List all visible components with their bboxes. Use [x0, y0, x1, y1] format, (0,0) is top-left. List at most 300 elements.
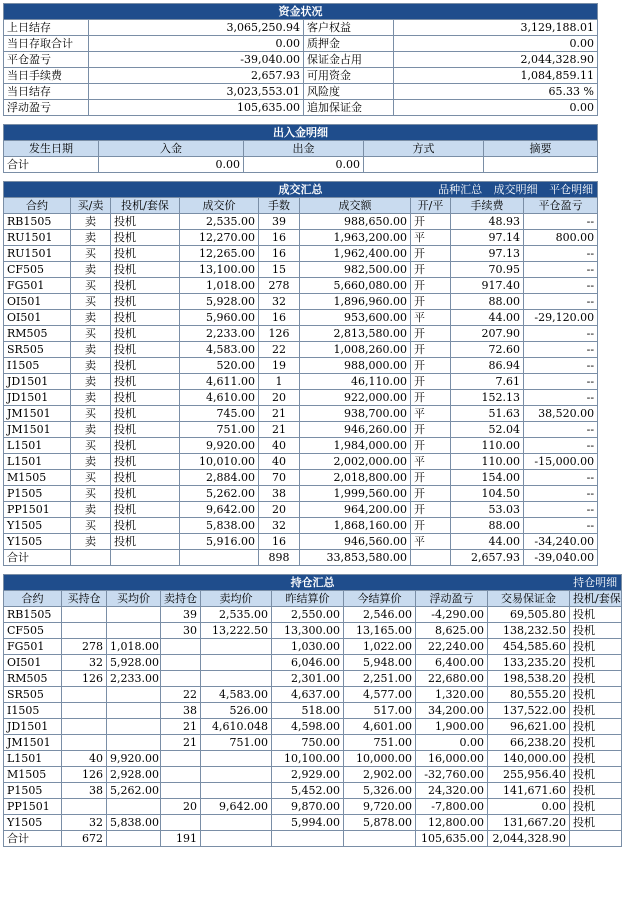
cell: 198,538.20: [488, 671, 570, 687]
cell: 投机: [111, 406, 180, 422]
table-row: [4, 783, 622, 799]
cell: 方式: [364, 141, 484, 157]
cell: 买: [71, 278, 111, 294]
cell: --: [524, 246, 598, 262]
cell: 126: [62, 671, 107, 687]
cell: 126: [259, 326, 300, 342]
cell: RB1505: [4, 214, 71, 230]
cell: 开: [411, 502, 451, 518]
cell: 0.00: [416, 735, 488, 751]
cell: 16: [259, 310, 300, 326]
cell: 买: [71, 246, 111, 262]
cell: 21: [259, 422, 300, 438]
cell: JD1501: [4, 719, 62, 735]
cell: 2,535.00: [180, 214, 259, 230]
cell: [201, 751, 272, 767]
cell: 52.04: [451, 422, 524, 438]
cell: 2,902.00: [344, 767, 416, 783]
cell: 开: [411, 470, 451, 486]
cell: 卖: [71, 262, 111, 278]
cell: 12,270.00: [180, 230, 259, 246]
cell: 97.14: [451, 230, 524, 246]
cell: [62, 719, 107, 735]
cell: --: [524, 326, 598, 342]
cell: 4,583.00: [201, 687, 272, 703]
cell: 开: [411, 518, 451, 534]
cell: 投机: [111, 390, 180, 406]
cell: --: [524, 502, 598, 518]
cell: 104.50: [451, 486, 524, 502]
cell: 4,598.00: [272, 719, 344, 735]
cell: 昨结算价: [272, 591, 344, 607]
cell: 投机/套保: [111, 198, 180, 214]
cell: 953,600.00: [300, 310, 411, 326]
link-product-summary[interactable]: 品种汇总: [438, 183, 483, 196]
cell: 4,637.00: [272, 687, 344, 703]
cell: 当日手续费: [4, 68, 89, 84]
cell: SR505: [4, 687, 62, 703]
cell: 平: [411, 230, 451, 246]
cell: 当日结存: [4, 84, 89, 100]
cell: [201, 639, 272, 655]
cell: 追加保证金: [304, 100, 394, 116]
cell: 1,320.00: [416, 687, 488, 703]
cell: 22: [259, 342, 300, 358]
cell: [161, 671, 201, 687]
cell: JD1501: [4, 374, 71, 390]
table-row: [4, 390, 598, 406]
cell: 38,520.00: [524, 406, 598, 422]
cell: 投机: [570, 751, 622, 767]
table-row: [4, 687, 622, 703]
cell: 投机: [111, 502, 180, 518]
cell: 买: [71, 470, 111, 486]
cell: 97.13: [451, 246, 524, 262]
cell: 5,262.00: [180, 486, 259, 502]
cell: 卖均价: [201, 591, 272, 607]
cell: 今结算价: [344, 591, 416, 607]
cell: 投机: [111, 470, 180, 486]
cell: 投机: [111, 310, 180, 326]
cell: 40: [259, 454, 300, 470]
cell: 0.00: [89, 36, 304, 52]
cell: 卖: [71, 374, 111, 390]
cell: 207.90: [451, 326, 524, 342]
cell: 278: [259, 278, 300, 294]
cell: 当日存取合计: [4, 36, 89, 52]
cell: 1,018.00: [180, 278, 259, 294]
cell: [62, 607, 107, 623]
trades-total-row: [4, 550, 598, 566]
cell: 2,018,800.00: [300, 470, 411, 486]
cell: 2,233.00: [180, 326, 259, 342]
table-row: [4, 470, 598, 486]
cell: 938,700.00: [300, 406, 411, 422]
cell: -4,290.00: [416, 607, 488, 623]
cell: 517.00: [344, 703, 416, 719]
cell: 9,642.00: [180, 502, 259, 518]
inout-title: 出入金明细: [273, 126, 329, 139]
cell: 10,000.00: [344, 751, 416, 767]
cell: 1,999,560.00: [300, 486, 411, 502]
cell: 751.00: [344, 735, 416, 751]
cell: OI501: [4, 655, 62, 671]
cell: 2,044,328.90: [488, 831, 570, 847]
table-row: [4, 406, 598, 422]
cell: 买: [71, 438, 111, 454]
cell: 70.95: [451, 262, 524, 278]
cell: FG501: [4, 278, 71, 294]
cell: 1,963,200.00: [300, 230, 411, 246]
cell: 卖: [71, 310, 111, 326]
cell: 投机: [111, 342, 180, 358]
cell: 投机: [570, 607, 622, 623]
cell: 买: [71, 326, 111, 342]
cell: RB1505: [4, 607, 62, 623]
table-row: [4, 767, 622, 783]
cell: 988,650.00: [300, 214, 411, 230]
funds-row: [4, 52, 598, 68]
cell: PP1501: [4, 502, 71, 518]
cell: 44.00: [451, 310, 524, 326]
cell: I1505: [4, 703, 62, 719]
cell: RU1501: [4, 246, 71, 262]
cell: 32: [62, 815, 107, 831]
table-row: [4, 342, 598, 358]
cell: 投机/套保: [570, 591, 622, 607]
cell: 5,838.00: [107, 815, 161, 831]
cell: 投机: [570, 687, 622, 703]
cell: 投机: [111, 214, 180, 230]
cell: 7.61: [451, 374, 524, 390]
table-row: [4, 358, 598, 374]
cell: -7,800.00: [416, 799, 488, 815]
cell: 投机: [570, 703, 622, 719]
cell: 44.00: [451, 534, 524, 550]
cell: [111, 550, 180, 566]
cell: 138,232.50: [488, 623, 570, 639]
cell: 客户权益: [304, 20, 394, 36]
table-row: [4, 655, 622, 671]
cell: CF505: [4, 262, 71, 278]
cell: 946,560.00: [300, 534, 411, 550]
cell: 开: [411, 390, 451, 406]
cell: 9,920.00: [180, 438, 259, 454]
cell: 2,044,328.90: [394, 52, 598, 68]
cell: 5,928.00: [107, 655, 161, 671]
cell: 278: [62, 639, 107, 655]
cell: [201, 671, 272, 687]
cell: 5,262.00: [107, 783, 161, 799]
cell: PP1501: [4, 799, 62, 815]
cell: 手续费: [451, 198, 524, 214]
cell: 投机: [111, 374, 180, 390]
cell: [161, 815, 201, 831]
trades-header-row: [4, 198, 598, 214]
cell: 开: [411, 326, 451, 342]
cell: Y1505: [4, 815, 62, 831]
cell: 投机: [111, 262, 180, 278]
cell: 5,326.00: [344, 783, 416, 799]
cell: 平: [411, 406, 451, 422]
cell: 买均价: [107, 591, 161, 607]
cell: JM1501: [4, 735, 62, 751]
cell: 0.00: [488, 799, 570, 815]
cell: --: [524, 390, 598, 406]
table-row: [4, 278, 598, 294]
cell: 成交价: [180, 198, 259, 214]
cell: 750.00: [272, 735, 344, 751]
cell: --: [524, 438, 598, 454]
table-row: [4, 294, 598, 310]
cell: 投机: [111, 230, 180, 246]
cell: [161, 767, 201, 783]
cell: 0.00: [394, 36, 598, 52]
link-trade-detail[interactable]: 成交明细: [493, 183, 538, 196]
table-row: [4, 326, 598, 342]
cell: 33,853,580.00: [300, 550, 411, 566]
table-row: [4, 607, 622, 623]
cell: 2,002,000.00: [300, 454, 411, 470]
cell: --: [524, 374, 598, 390]
cell: 30: [161, 623, 201, 639]
funds-row: [4, 20, 598, 36]
cell: 发生日期: [4, 141, 99, 157]
positions-total-row: [4, 831, 622, 847]
cell: 24,320.00: [416, 783, 488, 799]
cell: 1: [259, 374, 300, 390]
cell: 卖: [71, 390, 111, 406]
cell: 投机: [570, 767, 622, 783]
cell: 21: [161, 735, 201, 751]
cell: 131,667.20: [488, 815, 570, 831]
cell: 6,400.00: [416, 655, 488, 671]
cell: 投机: [570, 623, 622, 639]
cell: 2,546.00: [344, 607, 416, 623]
cell: 141,671.60: [488, 783, 570, 799]
table-row: [4, 486, 598, 502]
cell: 800.00: [524, 230, 598, 246]
cell: -29,120.00: [524, 310, 598, 326]
cell: 开: [411, 486, 451, 502]
cell: 卖: [71, 358, 111, 374]
table-row: [4, 246, 598, 262]
cell: 合计: [4, 831, 62, 847]
funds-row: [4, 100, 598, 116]
cell: 开: [411, 374, 451, 390]
cell: 922,000.00: [300, 390, 411, 406]
cell: 卖: [71, 230, 111, 246]
funds-row: [4, 36, 598, 52]
cell: [107, 607, 161, 623]
cell: 卖: [71, 422, 111, 438]
cell: 摘要: [484, 141, 598, 157]
cell: 1,962,400.00: [300, 246, 411, 262]
cell: 32: [259, 294, 300, 310]
cell: 898: [259, 550, 300, 566]
cell: 140,000.00: [488, 751, 570, 767]
cell: 1,084,859.11: [394, 68, 598, 84]
cell: 5,994.00: [272, 815, 344, 831]
cell: 964,200.00: [300, 502, 411, 518]
trades-title: 成交汇总: [278, 183, 323, 196]
cell: 平: [411, 454, 451, 470]
cell: 22,680.00: [416, 671, 488, 687]
cell: 上日结存: [4, 20, 89, 36]
cell: 21: [161, 719, 201, 735]
link-close-detail[interactable]: 平仓明细: [549, 183, 594, 196]
cell: 96,621.00: [488, 719, 570, 735]
cell: 开: [411, 246, 451, 262]
cell: 0.00: [99, 157, 244, 173]
cell: M1505: [4, 470, 71, 486]
cell: [107, 735, 161, 751]
cell: 110.00: [451, 454, 524, 470]
cell: RU1501: [4, 230, 71, 246]
cell: --: [524, 278, 598, 294]
cell: 5,916.00: [180, 534, 259, 550]
cell: 平: [411, 310, 451, 326]
cell: 22: [161, 687, 201, 703]
cell: 6,046.00: [272, 655, 344, 671]
cell: 917.40: [451, 278, 524, 294]
cell: --: [524, 518, 598, 534]
cell: 3,023,553.01: [89, 84, 304, 100]
cell: 22,240.00: [416, 639, 488, 655]
cell: 投机: [111, 358, 180, 374]
cell: 46,110.00: [300, 374, 411, 390]
cell: P1505: [4, 486, 71, 502]
cell: Y1505: [4, 534, 71, 550]
cell: --: [524, 262, 598, 278]
cell: 80,555.20: [488, 687, 570, 703]
cell: 2,657.93: [451, 550, 524, 566]
cell: 合计: [4, 157, 99, 173]
cell: 投机: [111, 438, 180, 454]
cell: 卖: [71, 454, 111, 470]
cell: 16: [259, 534, 300, 550]
cell: 69,505.80: [488, 607, 570, 623]
cell: 1,896,960.00: [300, 294, 411, 310]
cell: 投机: [111, 486, 180, 502]
cell: 526.00: [201, 703, 272, 719]
link-position-detail[interactable]: 持仓明细: [573, 576, 618, 589]
cell: 32: [259, 518, 300, 534]
cell: 751.00: [201, 735, 272, 751]
cell: 4,610.048: [201, 719, 272, 735]
cell: 13,165.00: [344, 623, 416, 639]
cell: 3,065,250.94: [89, 20, 304, 36]
cell: 开: [411, 278, 451, 294]
cell: [62, 703, 107, 719]
cell: Y1505: [4, 518, 71, 534]
cell: 5,838.00: [180, 518, 259, 534]
cell: 买: [71, 486, 111, 502]
cell: 88.00: [451, 294, 524, 310]
cell: 13,300.00: [272, 623, 344, 639]
cell: JD1501: [4, 390, 71, 406]
cell: 5,452.00: [272, 783, 344, 799]
cell: 16,000.00: [416, 751, 488, 767]
table-row: [4, 534, 598, 550]
trades-title-bar: [4, 182, 598, 198]
cell: 4,611.00: [180, 374, 259, 390]
cell: JM1501: [4, 422, 71, 438]
cell: 10,100.00: [272, 751, 344, 767]
cell: 投机: [570, 735, 622, 751]
table-row: [4, 815, 622, 831]
cell: 投机: [111, 246, 180, 262]
cell: --: [524, 342, 598, 358]
cell: 520.00: [180, 358, 259, 374]
cell: [272, 831, 344, 847]
cell: 1,008,260.00: [300, 342, 411, 358]
cell: I1505: [4, 358, 71, 374]
cell: 投机: [570, 655, 622, 671]
cell: 137,522.00: [488, 703, 570, 719]
cell: 2,657.93: [89, 68, 304, 84]
table-row: [4, 454, 598, 470]
cell: -39,040.00: [89, 52, 304, 68]
cell: 51.63: [451, 406, 524, 422]
cell: 保证金占用: [304, 52, 394, 68]
cell: -34,240.00: [524, 534, 598, 550]
table-row: [4, 518, 598, 534]
inout-header-row: [4, 141, 598, 157]
cell: 152.13: [451, 390, 524, 406]
funds-row: [4, 68, 598, 84]
cell: -39,040.00: [524, 550, 598, 566]
cell: 20: [161, 799, 201, 815]
cell: 88.00: [451, 518, 524, 534]
cell: 买/卖: [71, 198, 111, 214]
table-row: [4, 214, 598, 230]
cell: 5,948.00: [344, 655, 416, 671]
cell: 48.93: [451, 214, 524, 230]
cell: 投机: [570, 815, 622, 831]
table-row: [4, 751, 622, 767]
cell: 110.00: [451, 438, 524, 454]
cell: 投机: [111, 454, 180, 470]
cell: 投机: [111, 534, 180, 550]
cell: 风险度: [304, 84, 394, 100]
cell: CF505: [4, 623, 62, 639]
cell: 126: [62, 767, 107, 783]
cell: [107, 703, 161, 719]
cell: 合约: [4, 591, 62, 607]
cell: [201, 783, 272, 799]
cell: [62, 735, 107, 751]
cell: M1505: [4, 767, 62, 783]
cell: 买: [71, 294, 111, 310]
positions-table: [3, 574, 622, 847]
cell: 投机: [111, 294, 180, 310]
cell: --: [524, 358, 598, 374]
cell: [201, 831, 272, 847]
cell: 4,577.00: [344, 687, 416, 703]
cell: 38: [62, 783, 107, 799]
cell: 154.00: [451, 470, 524, 486]
cell: 40: [259, 438, 300, 454]
cell: 66,238.20: [488, 735, 570, 751]
cell: 浮动盈亏: [4, 100, 89, 116]
positions-title: 持仓汇总: [290, 576, 335, 589]
cell: 9,920.00: [107, 751, 161, 767]
cell: 13,100.00: [180, 262, 259, 278]
cell: 开: [411, 422, 451, 438]
table-row: [4, 374, 598, 390]
cell: 9,720.00: [344, 799, 416, 815]
